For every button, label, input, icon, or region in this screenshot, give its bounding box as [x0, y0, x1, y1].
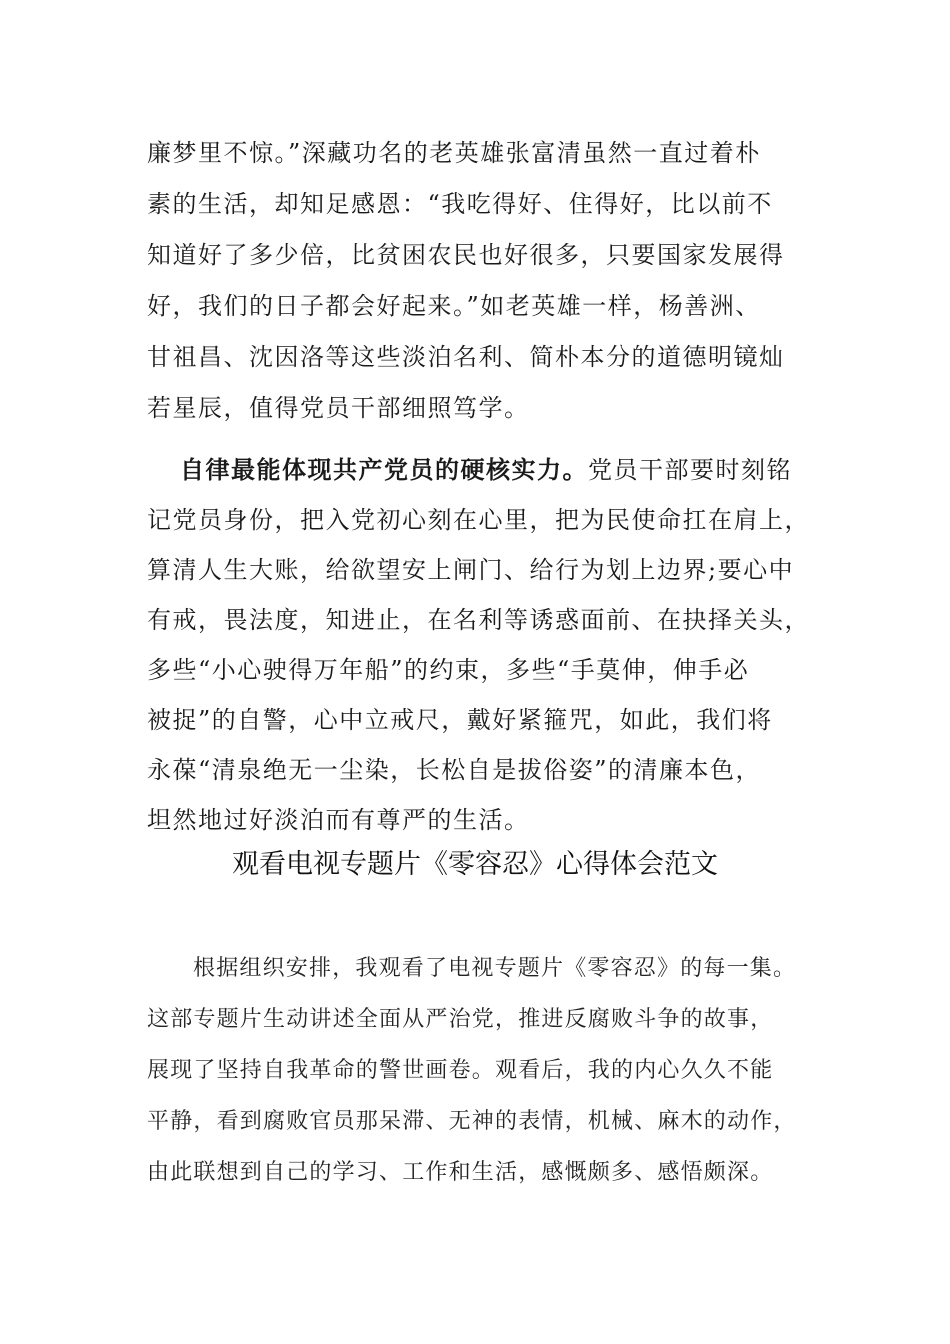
- text-line: 好，我们的日子都会好起来。”如老英雄一样，杨善洲、: [147, 292, 761, 320]
- text-line-first: [147, 445, 807, 495]
- text-line: 有戒，畏法度，知进止，在名利等诱惑面前、在抉择关头，: [147, 606, 810, 634]
- bold-lead: 自律最能体现共产党员的硬核实力。: [180, 456, 588, 484]
- text-line: 甘祖昌、沈因洛等这些淡泊名利、简朴本分的道德明镜灿: [147, 343, 785, 371]
- text-line: 知道好了多少倍，比贫困农民也好很多，只要国家发展得: [147, 241, 785, 269]
- text-line: 多些“小心驶得万年船”的约束，多些“手莫伸，伸手必: [147, 656, 750, 684]
- text-line: 永葆“清泉绝无一尘染，长松自是拔俗姿”的清廉本色，: [147, 756, 762, 784]
- text-line: 被捉”的自警，心中立戒尺，戴好紧箍咒，如此，我们将: [147, 706, 773, 734]
- section-title: 观看电视专题片《零容忍》心得体会范文: [232, 849, 718, 880]
- paragraph-1: [147, 128, 807, 434]
- text-line: 若星辰，值得党员干部细照笃学。: [147, 394, 530, 422]
- text-line: 坦然地过好淡泊而有尊严的生活。: [147, 806, 530, 834]
- paragraph-3: [147, 943, 807, 1198]
- text-line: 算清人生大账，给欲望安上闸门、给行为划上边界;要心中: [147, 556, 795, 584]
- text-line: 廉梦里不惊。”深藏功名的老英雄张富清虽然一直过着朴: [147, 139, 761, 167]
- text-line: 记党员身份，把入党初心刻在心里，把为民使命扛在肩上，: [147, 506, 810, 534]
- text-line: 这部专题片生动讲述全面从严治党，推进反腐败斗争的故事，: [147, 1007, 774, 1032]
- text-line: 由此联想到自己的学习、工作和生活，感慨颇多、感悟颇深。: [147, 1160, 774, 1185]
- paragraph-2: [147, 445, 810, 845]
- first-line-rest: 党员干部要时刻铭: [588, 456, 792, 484]
- text-line-first: 根据组织安排，我观看了电视专题片《零容忍》的每一集。: [193, 956, 797, 981]
- text-line: 素的生活，却知足感恩：“我吃得好、住得好，比以前不: [147, 190, 773, 218]
- text-line: 平静，看到腐败官员那呆滞、无神的表情，机械、麻木的动作，: [147, 1109, 797, 1134]
- text-line: 展现了坚持自我革命的警世画卷。观看后，我的内心久久不能: [147, 1058, 774, 1083]
